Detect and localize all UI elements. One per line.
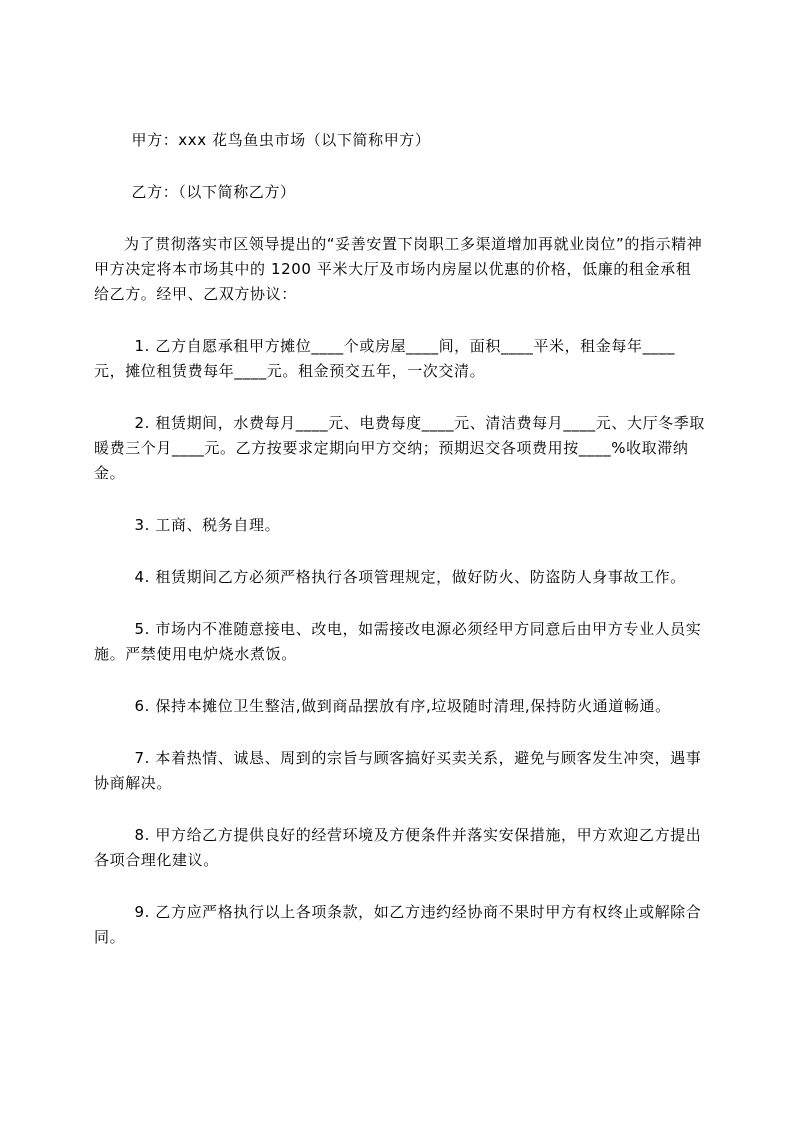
clause-7: 7. 本着热情、诚恳、周到的宗旨与顾客搞好买卖关系，避免与顾客发生冲突，遇事协商解决。 (94, 749, 702, 792)
contract-body (94, 128, 706, 977)
clause-1: 1. 乙方自愿承租甲方摊位____个或房屋____间，面积____平米，租金每年____元，摊位租赁费每年____元。租金预交五年，一次交清。 (94, 337, 675, 380)
clause-4: 4. 租赁期间乙方必须严格执行各项管理规定，做好防火、防盗防人身事故工作。 (134, 568, 686, 586)
clause-8: 8. 甲方给乙方提供良好的经营环境及方便条件并落实安保措施，甲方欢迎乙方提出各项合理化建议。 (94, 826, 702, 869)
clause-5: 5. 市场内不准随意接电、改电，如需接改电源必须经甲方同意后由甲方专业人员实施。严禁使用电炉烧水煮饭。 (94, 620, 702, 663)
clause-6: 6. 保持本摊位卫生整洁,做到商品摆放有序,垃圾随时清理,保持防火通道畅通。 (134, 697, 671, 715)
clause-3: 3. 工商、税务自理。 (134, 516, 281, 534)
party-b-line: 乙方：（以下简称乙方） (131, 183, 296, 201)
clause-9: 9. 乙方应严格执行以上各项条款，如乙方违约经协商不果时甲方有权终止或解除合同。 (94, 903, 702, 946)
intro-paragraph: 为了贯彻落实市区领导提出的“妥善安置下岗职工多渠道增加再就业岗位”的指示精神甲方决定将本市场其中的 1200 平米大厅及市场内房屋以优惠的价格，低廉的租金承租给乙方。经甲、乙双方协议： (94, 235, 703, 303)
party-a-line: 甲方：xxx 花鸟鱼虫市场（以下简称甲方） (131, 131, 431, 149)
clause-2: 2. 租赁期间，水费每月____元、电费每度____元、清洁费每月____元、大厅冬季取暖费三个月____元。乙方按要求定期向甲方交纳；预期迟交各项费用按____%收取滞纳金。 (94, 414, 705, 482)
